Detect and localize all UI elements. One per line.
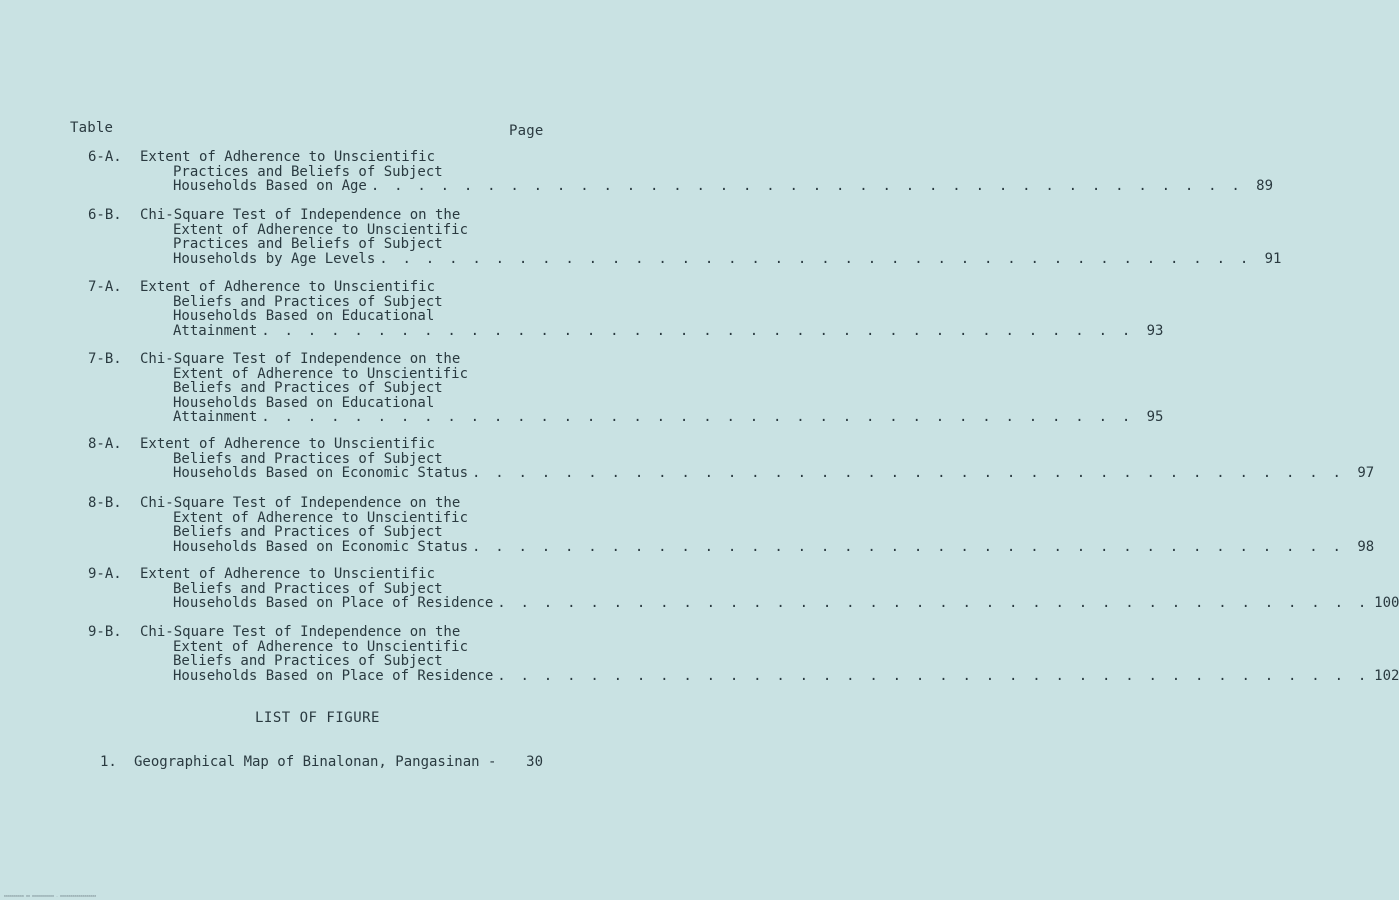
table-title-last-line bbox=[173, 250, 1282, 267]
table-entry bbox=[80, 207, 1282, 267]
table-title-last-line bbox=[173, 667, 1399, 684]
table-title-line: Extent of Adherence to Unscientific bbox=[140, 566, 436, 582]
table-number: 8-A. bbox=[88, 436, 122, 452]
table-title-line: Beliefs and Practices of Subject bbox=[173, 380, 443, 397]
page-column-label: Page bbox=[509, 123, 544, 139]
scan-footer-text: 0000000000 00 00000000000 - 000000000000000000 bbox=[4, 894, 97, 898]
table-title-last-line bbox=[173, 465, 1375, 482]
table-number: 8-B. bbox=[88, 495, 122, 511]
table-page-number: 97 bbox=[1357, 465, 1375, 482]
table-number: 6-B. bbox=[88, 207, 122, 223]
table-entry bbox=[80, 624, 1399, 684]
table-title-line: Households by Age Levels bbox=[173, 250, 376, 267]
table-title-line: Chi-Square Test of Independence on the bbox=[140, 351, 461, 367]
table-number: 7-A. bbox=[88, 279, 122, 295]
table-page-number: 91 bbox=[1264, 250, 1282, 267]
figure-number: 1. bbox=[100, 754, 117, 770]
figures-heading: LIST OF FIGURE bbox=[254, 710, 380, 726]
table-number: 9-B. bbox=[88, 624, 122, 640]
table-title-line: Chi-Square Test of Independence on the bbox=[140, 495, 461, 511]
table-title-line: Chi-Square Test of Independence on the bbox=[140, 624, 461, 640]
figure-entry bbox=[100, 754, 543, 770]
table-page-number: 93 bbox=[1146, 322, 1164, 339]
table-title-line: Extent of Adherence to Unscientific bbox=[173, 638, 469, 655]
table-title-line: Extent of Adherence to Unscientific bbox=[173, 365, 469, 382]
table-number: 9-A. bbox=[88, 566, 122, 582]
table-title-line: Households Based on Economic Status bbox=[173, 465, 469, 482]
table-title-line: Extent of Adherence to Unscientific bbox=[140, 436, 436, 452]
table-title-line: Extent of Adherence to Unscientific bbox=[173, 221, 469, 238]
table-title-last-line bbox=[173, 178, 1274, 195]
table-title-line: Practices and Beliefs of Subject bbox=[173, 236, 443, 253]
dot-leader: . . . . . . . . . . . . . . . . . . . . . . . . . . . . . . . . . . . . . . bbox=[472, 538, 1345, 555]
table-entry bbox=[80, 566, 1399, 612]
table-title-line: Extent of Adherence to Unscientific bbox=[140, 279, 436, 295]
table-title-line: Practices and Beliefs of Subject bbox=[173, 163, 443, 180]
dot-leader: . . . . . . . . . . . . . . . . . . . . . . . . . . . . . . . . . . . . . . bbox=[379, 250, 1252, 267]
dot-leader: . . . . . . . . . . . . . . . . . . . . . . . . . . . . . . . . . . . . . . bbox=[497, 595, 1370, 612]
table-title-line: Extent of Adherence to Unscientific bbox=[140, 149, 436, 165]
figure-title: Geographical Map of Binalonan, Pangasinan - bbox=[134, 754, 497, 770]
table-page-number: 95 bbox=[1146, 409, 1164, 426]
table-title-line: Attainment bbox=[173, 322, 258, 339]
table-title-line: Beliefs and Practices of Subject bbox=[173, 293, 443, 310]
table-entry bbox=[80, 351, 1164, 426]
table-title-line: Beliefs and Practices of Subject bbox=[173, 524, 443, 541]
table-title-last-line bbox=[173, 595, 1399, 612]
table-column-label: Table bbox=[70, 120, 114, 136]
table-title-line: Households Based on Educational bbox=[173, 394, 435, 411]
table-title-line: Attainment bbox=[173, 409, 258, 426]
table-title-last-line bbox=[173, 322, 1164, 339]
table-title-line: Households Based on Place of Residence bbox=[173, 595, 494, 612]
table-number: 7-B. bbox=[88, 351, 122, 367]
dot-leader: . . . . . . . . . . . . . . . . . . . . . . . . . . . . . . . . . . . . . . bbox=[261, 322, 1134, 339]
table-page-number: 102 bbox=[1374, 667, 1399, 684]
dot-leader: . . . . . . . . . . . . . . . . . . . . . . . . . . . . . . . . . . . . . . bbox=[261, 409, 1134, 426]
dot-leader: . . . . . . . . . . . . . . . . . . . . . . . . . . . . . . . . . . . . . . bbox=[370, 178, 1244, 195]
table-title-last-line bbox=[173, 538, 1375, 555]
table-entry bbox=[80, 495, 1375, 555]
table-title-line: Beliefs and Practices of Subject bbox=[173, 580, 443, 597]
table-title-last-line bbox=[173, 409, 1164, 426]
table-entry bbox=[80, 279, 1164, 339]
table-title-line: Extent of Adherence to Unscientific bbox=[173, 509, 469, 526]
table-title-line: Households Based on Place of Residence bbox=[173, 667, 494, 684]
table-title-line: Households Based on Economic Status bbox=[173, 538, 469, 555]
table-page-number: 100 bbox=[1374, 595, 1399, 612]
table-page-number: 89 bbox=[1256, 178, 1274, 195]
table-entry bbox=[80, 149, 1274, 195]
dot-leader: . . . . . . . . . . . . . . . . . . . . . . . . . . . . . . . . . . . . . . bbox=[472, 465, 1345, 482]
table-number: 6-A. bbox=[88, 149, 122, 165]
table-title-line: Chi-Square Test of Independence on the bbox=[140, 207, 461, 223]
table-page-number: 98 bbox=[1357, 538, 1375, 555]
table-title-line: Households Based on Educational bbox=[173, 308, 435, 325]
table-title-line: Beliefs and Practices of Subject bbox=[173, 653, 443, 670]
table-title-line: Households Based on Age bbox=[173, 178, 367, 195]
table-title-line: Beliefs and Practices of Subject bbox=[173, 450, 443, 467]
dot-leader: . . . . . . . . . . . . . . . . . . . . . . . . . . . . . . . . . . . . . . bbox=[497, 667, 1370, 684]
table-entry bbox=[80, 436, 1375, 482]
figure-page-number: 30 bbox=[526, 754, 543, 770]
